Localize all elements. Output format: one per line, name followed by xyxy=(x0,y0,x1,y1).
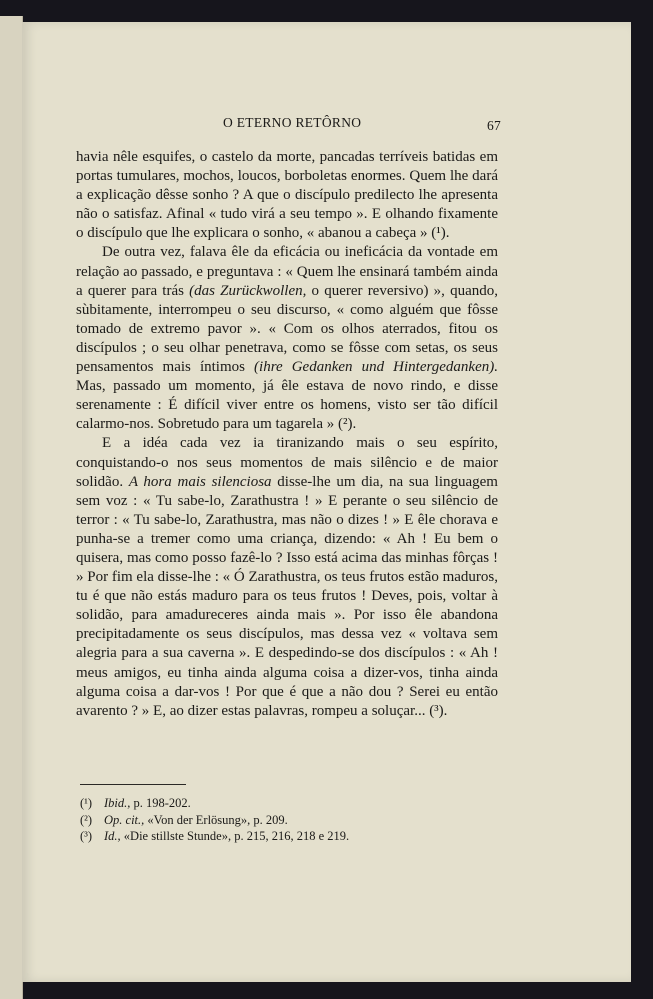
italic-text: (ihre Gedanken und Hintergedanken). xyxy=(254,359,498,376)
text-run: havia nêle esquifes, o castelo da morte, pancadas terríveis batidas em portas tumulares, mochos, loucos, borboletas enormes. Quem lhe dará a explicação dêsse sonho ? A que o discípulo predilecto lhe apresenta não o satisfaz. Afinal « tudo virá a seu tempo ». E olhando fixamente o discípulo que lhe explicara o sonho, « abanou a cabeça » (¹). xyxy=(76,149,498,242)
running-title: O ETERNO RETÔRNO xyxy=(223,115,362,130)
italic-text: (das Zurückwollen, xyxy=(189,282,307,299)
footnote-2 xyxy=(80,812,349,829)
footnote-reference: Id., xyxy=(104,829,121,843)
text-run: De outra vez, falava êle da eficácia ou ineficácia da vontade em relação ao passado, e preguntava : « Quem lhe ensinará também ainda a querer para trás xyxy=(76,244,498,299)
footnote-marker: (²) xyxy=(80,812,93,827)
footnote-rule xyxy=(80,784,186,785)
footnote-3 xyxy=(80,828,349,845)
page-number: 67 xyxy=(487,118,502,133)
footnotes xyxy=(80,795,349,845)
footnote-marker: (¹) xyxy=(80,796,93,810)
footnote-reference: Ibid., xyxy=(104,796,131,810)
book-page xyxy=(22,22,631,982)
italic-text: A hora mais silenciosa xyxy=(128,473,272,490)
footnote-text: «Von der Erlösung», p. 209. xyxy=(144,812,288,827)
footnote-text: p. 198-202. xyxy=(130,796,191,810)
text-run: disse-lhe um dia, na sua linguagem sem voz : « Tu sabe-lo, Zarathustra ! » E perante o seu silêncio de terror : « Tu sabe-lo, Zarathustra, mas não o dizes ! » E êle chorava e punha-se a tremer como uma criança, dizendo: « Ah ! Eu bem o quisera, mas como posso fazê-lo ? Isso está acima das minhas fôrças ! » Por fim ela disse-lhe : « Ó Zarathustra, os teus frutos estão maduros, tu é que não estás maduro para os teus frutos ! Deves, pois, voltar à solidão, para amadureceres ainda mais ». Por isso êle abandona precipitadamente os seus discípulos, mas dessa vez « voltava sem alegria para a sua caverna ». E despedindo-se dos discípulos : « Ah ! meus amigos, eu tinha ainda alguma coisa a dizer-vos, tinha ainda alguma coisa a dar-vos ! Por que é que a não dou ? Serei eu então avarento ? » E, ao dizer estas palavras, rompeu a soluçar... (³). xyxy=(76,473,498,719)
footnote-marker: (³) xyxy=(80,829,93,843)
facing-page-edge xyxy=(0,16,23,999)
paragraph-3 xyxy=(76,434,498,720)
text-run: Mas, passado um momento, já êle estava de novo rindo, e disse serenamente : É difícil viver entre os homens, visto ser tão difícil calarmo-nos. Sobretudo para um tagarela » (²). xyxy=(76,378,498,433)
footnote-reference: Op. cit., xyxy=(104,812,145,827)
paragraph-1 xyxy=(76,148,498,243)
body-text xyxy=(76,148,498,721)
footnote-text: «Die stillste Stunde», p. 215, 216, 218 e 219. xyxy=(120,829,350,843)
paragraph-2 xyxy=(76,243,498,434)
footnote-1 xyxy=(80,795,349,812)
text-run: o querer reversivo) », quando, sùbitamente, interrompeu o seu discurso, « como alguém que fôsse tomado de extremo pavor ». « Com os olhos aterrados, fitou os discípulos ; o seu olhar penetrava, como se fôsse com setas, os seus pensamentos mais íntimos xyxy=(76,282,498,376)
text-run: E a idéa cada vez ia tiranizando mais o seu espírito, conquistando-o nos seus momentos de mais silêncio e de maior solidão. xyxy=(76,435,498,490)
